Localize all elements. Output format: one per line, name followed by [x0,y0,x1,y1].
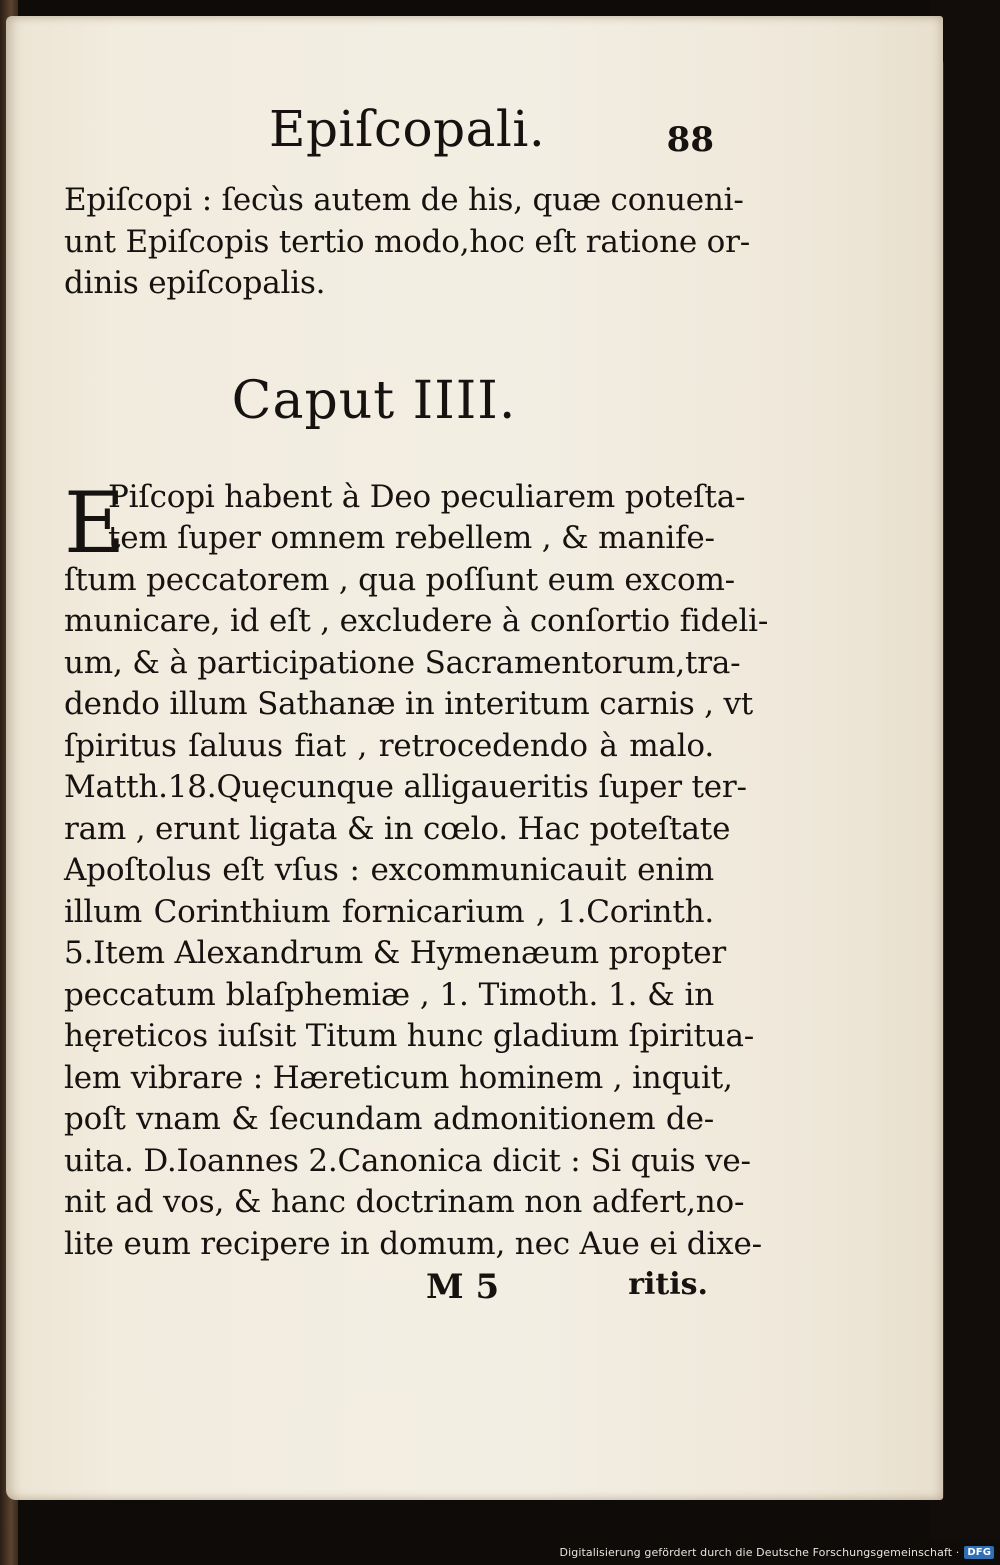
page-number: 88 [666,120,714,160]
page-footer [64,1267,714,1317]
text-line: 5.Item Alexandrum & Hymenæum propter [64,935,726,971]
catchword: ritis. [628,1267,708,1302]
text-line: ſpiritus ſaluus fiat , retrocedendo à malo. [64,727,714,764]
text-line: illum Corinthium fornicarium , 1.Corinth. [64,893,714,930]
body-paragraph [64,473,769,1266]
signature-mark: M 5 [426,1267,500,1307]
text-line: Apoſtolus eſt vſus : excommunicauit enim [64,852,714,888]
text-line: nit ad vos, & hanc doctrinam non adfert,no- [64,1184,745,1220]
drop-cap: E [64,473,126,572]
text-line: um, & à participatione Sacramentorum,tra- [64,644,741,681]
text-line: Matth.18.Quęcunque alligaueritis ſuper ter- [64,769,747,805]
page-header [64,100,714,180]
text-block [64,100,769,1317]
text-line: hęreticos iuſsit Titum hunc gladium ſpiritua- [64,1018,755,1054]
text-line: tem ſuper omnem rebellem , & manife- [108,520,715,556]
digitization-credit [560,1546,994,1559]
text-line: uita. D.Ioannes 2.Canonica dicit : Si quis ve- [64,1142,751,1179]
text-line: lem vibrare : Hæreticum hominem , inquit, [64,1059,733,1096]
text-line: dendo illum Sathanæ in interitum carnis , vt [64,686,754,722]
text-line: municare, id eſt , excludere à conſortio fideli- [64,603,769,639]
chapter-title: Caput IIII. [231,370,517,431]
text-line: lite eum recipere in domum, nec Aue ei dixe- [64,1225,762,1262]
intro-paragraph [64,180,751,305]
text-line: Epiſcopi : ſecùs autem de his, quæ conueni- [64,182,744,218]
text-line: poſt vnam & ſecundam admonitionem de- [64,1101,714,1137]
text-line: dinis epiſcopalis. [64,265,326,301]
dfg-logo: DFG [964,1546,994,1559]
running-head: Epiſcopali. [269,100,546,158]
text-line: ſtum peccatorem , qua poſſunt eum excom- [64,561,735,598]
text-line: unt Epiſcopis tertio modo,hoc eſt ratione or- [64,223,751,260]
text-line: Piſcopi habent à Deo peculiarem poteſta- [108,478,746,515]
text-line: peccatum blaſphemiæ , 1. Timoth. 1. & in [64,976,714,1013]
credit-text: Digitalisierung gefördert durch die Deutsche Forschungsgemeinschaft · [559,1546,960,1559]
text-line: ram , erunt ligata & in cœlo. Hac poteſtate [64,810,731,847]
